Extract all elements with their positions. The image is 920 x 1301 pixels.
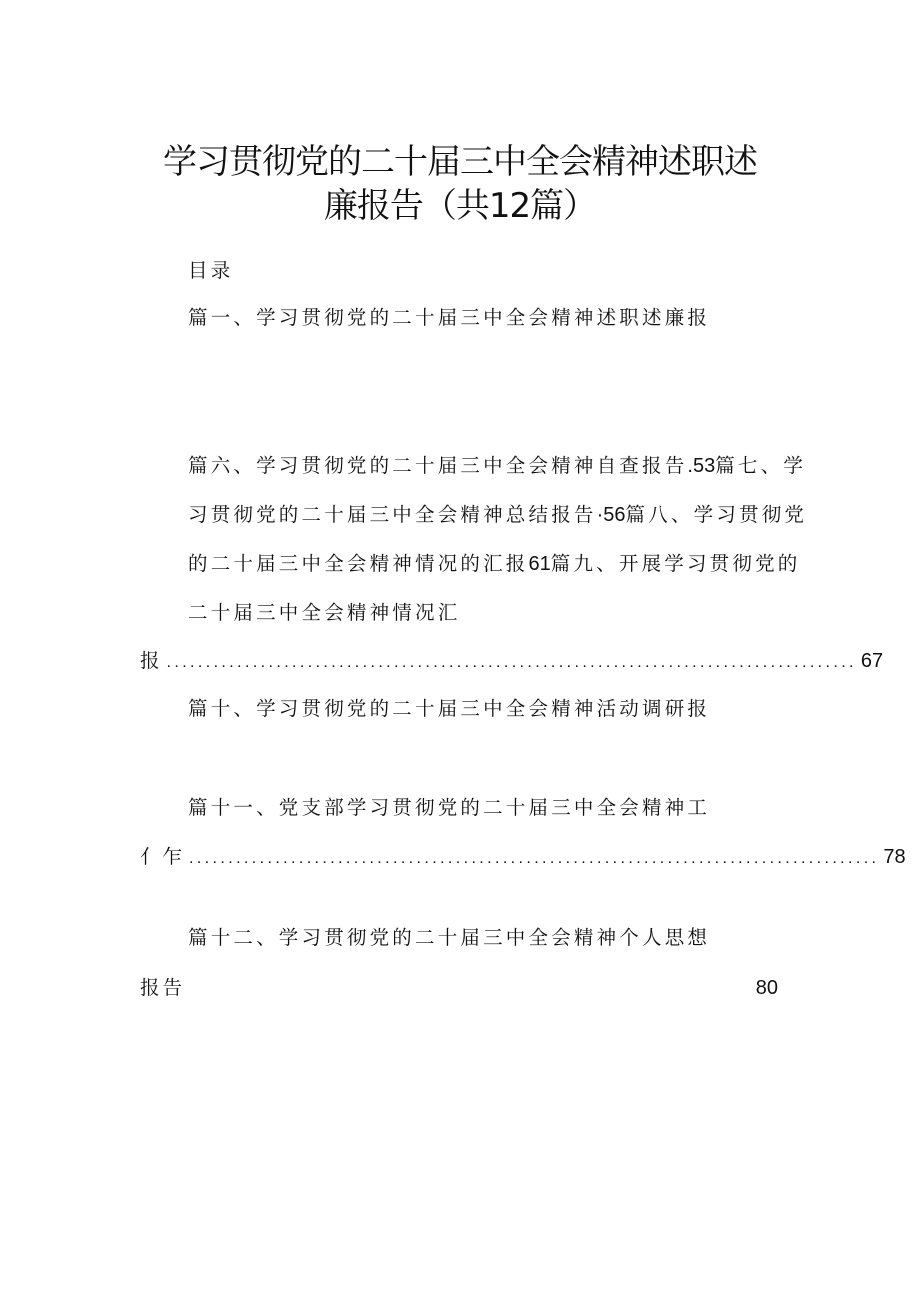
toc-entry-12-line: 篇十二、学习贯彻党的二十届三中全会精神个人思想 (188, 926, 711, 949)
document-title-line-2: 廉报告（共12篇） (323, 186, 597, 226)
toc-entry-7-page: ·56 (596, 504, 626, 526)
toc-entry-11-tail: 亻乍 (140, 845, 186, 868)
toc-leader-dots: ........................................................................................ (189, 850, 880, 867)
toc-entry-12-tail: 报告 (140, 976, 186, 999)
toc-heading: 目录 (188, 259, 234, 282)
toc-entry-11-line: 篇十一、党支部学习贯彻党的二十届三中全会精神工 (188, 796, 711, 819)
toc-entry-9-tail: 报 (140, 649, 163, 672)
toc-entry-9-line: 二十届三中全会精神情况汇 (188, 601, 461, 624)
toc-entry-9-start: 篇九、开展学习贯彻党的 (550, 552, 801, 575)
document-title-line-1: 学习贯彻党的二十届三中全会精神述职述 (163, 142, 757, 182)
toc-leader-dots: ........................................................................................ (166, 654, 857, 671)
toc-entry-6-page: .53 (687, 455, 716, 477)
toc-entry-7-line (188, 499, 807, 527)
toc-entry-11-page: 78 (883, 846, 906, 868)
toc-entry-8-label: 的二十届三中全会精神情况的汇报 (188, 552, 529, 575)
toc-entry-12-row (140, 972, 778, 1000)
toc-entry-8-line (188, 548, 800, 576)
toc-entry-7-label: 习贯彻党的二十届三中全会精神总结报告 (188, 503, 597, 526)
toc-entry-6-label: 篇六、学习贯彻党的二十届三中全会精神自查报告 (188, 454, 688, 477)
toc-entry-9-leader-row (140, 645, 884, 673)
toc-entry-11-leader-row (140, 841, 906, 869)
toc-entry-8-start: 篇八、学习贯彻党 (625, 503, 808, 526)
toc-entry-10: 篇十、学习贯彻党的二十届三中全会精神活动调研报 (188, 697, 711, 720)
toc-entry-9-page: 67 (860, 650, 884, 672)
toc-entry-1: 篇一、学习贯彻党的二十届三中全会精神述职述廉报 (188, 306, 711, 329)
toc-entry-6-line (188, 450, 806, 478)
toc-entry-12-page: 80 (755, 977, 778, 999)
toc-entry-8-page: 61 (528, 553, 551, 575)
toc-entry-7-start: 篇七、学 (715, 454, 807, 477)
